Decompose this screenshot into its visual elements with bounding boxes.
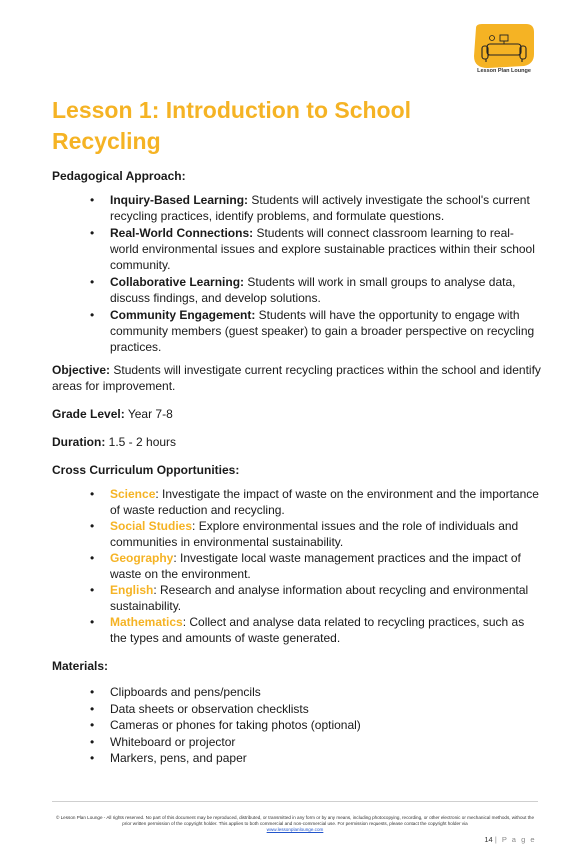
list-item: • Geography: Investigate local waste management practices and the impact of waste on the environment. — [110, 550, 542, 582]
footer-website-link[interactable]: www.lessonplanlounge.com — [266, 827, 324, 832]
logo — [470, 24, 538, 78]
list-item: • Real-World Connections: Students will connect classroom learning to real-world environmental issues and explore sustainable practices within their school community. — [110, 225, 542, 273]
duration: Duration: 1.5 - 2 hours — [52, 435, 177, 449]
list-item: • Clipboards and pens/pencils — [110, 684, 542, 701]
list-item: • Markers, pens, and paper — [110, 750, 542, 767]
objective: Objective: Students will investigate current recycling practices within the school and identify areas for improvement. — [52, 363, 541, 393]
list-item: • Social Studies: Explore environmental issues and the role of individuals and communities in environmental sustainability. — [110, 518, 542, 550]
list-item: • English: Research and analyse information about recycling and environmental sustainability. — [110, 582, 542, 614]
pedagogical-heading: Pedagogical Approach: — [52, 169, 186, 183]
lounge-sofa-icon — [470, 24, 538, 68]
list-item: • Cameras or phones for taking photos (optional) — [110, 717, 542, 734]
materials-list — [52, 684, 542, 767]
list-item: • Whiteboard or projector — [110, 734, 542, 751]
list-item: • Mathematics: Collect and analyse data related to recycling practices, such as the types and amounts of waste generated. — [110, 614, 542, 646]
footer-copyright: © Lesson Plan Lounge - All rights reserved. No part of this document may be reproduced, distributed, or transmitted in any form or by any means, including photocopying, recording, or other electronic or mechanical methods, without the prior written permission of the copyright holder. This applies to both commercial and non-commercial use. For permission requests, please contact the copyright holder via www.lessonplanlounge.com — [55, 815, 535, 832]
page-title: Lesson 1: Introduction to School Recycling — [52, 97, 412, 154]
list-item: • Science: Investigate the impact of waste on the environment and the importance of waste reduction and recycling. — [110, 486, 542, 518]
page-number: 14 | P a g e — [484, 835, 536, 844]
lesson-content — [52, 168, 542, 767]
pedagogical-list — [52, 192, 542, 355]
grade-level: Grade Level: Year 7-8 — [52, 407, 173, 421]
list-item: • Collaborative Learning: Students will work in small groups to analyse data, discuss findings, and develop solutions. — [110, 274, 542, 306]
list-item: • Community Engagement: Students will have the opportunity to engage with community members (guest speaker) to gain a broader perspective on recycling practices. — [110, 307, 542, 355]
list-item: • Inquiry-Based Learning: Students will actively investigate the school's current recycling practices, identify problems, and formulate questions. — [110, 192, 542, 224]
logo-text: Lesson Plan Lounge — [477, 68, 531, 74]
footer-divider — [52, 801, 538, 802]
list-item: • Data sheets or observation checklists — [110, 701, 542, 718]
cross-curriculum-list — [52, 486, 542, 646]
materials-heading: Materials: — [52, 659, 109, 673]
cross-curriculum-heading: Cross Curriculum Opportunities: — [52, 463, 240, 477]
